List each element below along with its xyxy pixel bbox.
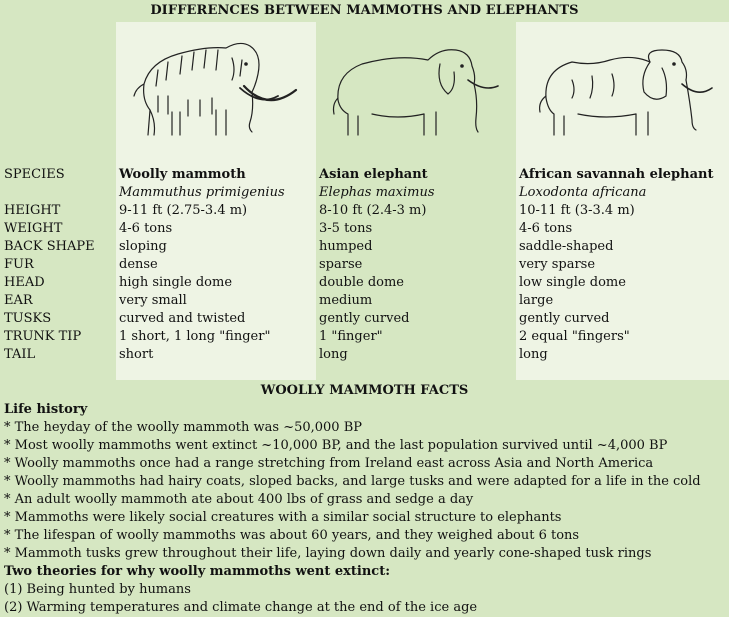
woolly-name: Woolly mammoth — [119, 167, 246, 182]
theory-item: (2) Warming temperatures and climate change at the end of the ice age — [4, 600, 478, 615]
african-value: very sparse — [519, 257, 596, 272]
table-row — [0, 238, 729, 256]
african-value: low single dome — [519, 275, 626, 290]
asian-value: 8-10 ft (2.4-3 m) — [319, 203, 427, 218]
african-name: African savannah elephant — [519, 167, 714, 182]
page-title: DIFFERENCES BETWEEN MAMMOTHS AND ELEPHANTS — [150, 3, 579, 18]
woolly-value: very small — [119, 293, 187, 308]
table-row — [0, 202, 729, 220]
asian-name: Asian elephant — [319, 167, 428, 182]
african-value: saddle-shaped — [519, 239, 614, 254]
fact-list — [4, 419, 726, 563]
species-scientific-row — [0, 184, 729, 202]
row-label: BACK SHAPE — [4, 239, 95, 254]
fact-item: * The heyday of the woolly mammoth was ~50,000 BP — [4, 420, 363, 435]
table-row — [0, 220, 729, 238]
woolly-value: 4-6 tons — [119, 221, 173, 236]
woolly-value: dense — [119, 257, 158, 272]
table-row — [0, 310, 729, 328]
asian-scientific-name: Elephas maximus — [319, 185, 435, 200]
african-value: gently curved — [519, 311, 610, 326]
woolly-value: short — [119, 347, 154, 362]
fact-item: * Woolly mammoths had hairy coats, sloped backs, and large tusks and were adapted for a life in the cold — [4, 474, 701, 489]
row-label: TUSKS — [4, 311, 52, 326]
row-label: TRUNK TIP — [4, 329, 82, 344]
facts-section — [4, 401, 726, 617]
asian-value: humped — [319, 239, 373, 254]
asian-value: long — [319, 347, 348, 362]
table-row — [0, 274, 729, 292]
asian-elephant-illustration — [328, 40, 504, 140]
asian-value: sparse — [319, 257, 363, 272]
facts-title: WOOLLY MAMMOTH FACTS — [260, 383, 469, 398]
life-history-heading: Life history — [4, 402, 88, 417]
african-scientific-name: Loxodonta africana — [519, 185, 647, 200]
asian-value: 1 "finger" — [319, 329, 383, 344]
woolly-mammoth-illustration — [128, 40, 304, 140]
african-value: 2 equal "fingers" — [519, 329, 630, 344]
row-label: HEAD — [4, 275, 45, 290]
woolly-scientific-name: Mammuthus primigenius — [119, 185, 285, 200]
row-label: TAIL — [4, 347, 36, 362]
african-elephant-illustration — [532, 40, 716, 140]
african-value: 4-6 tons — [519, 221, 573, 236]
asian-value: gently curved — [319, 311, 410, 326]
asian-value: double dome — [319, 275, 404, 290]
table-row — [0, 328, 729, 346]
woolly-value: sloping — [119, 239, 167, 254]
woolly-value: curved and twisted — [119, 311, 246, 326]
woolly-value: high single dome — [119, 275, 233, 290]
row-label: FUR — [4, 257, 34, 272]
asian-value: 3-5 tons — [319, 221, 373, 236]
fact-item: * Mammoth tusks grew throughout their life, laying down daily and yearly cone-shaped tusk rings — [4, 546, 652, 561]
african-value: 10-11 ft (3-3.4 m) — [519, 203, 635, 218]
fact-item: * The lifespan of woolly mammoths was about 60 years, and they weighed about 6 tons — [4, 528, 580, 543]
theories-heading: Two theories for why woolly mammoths went extinct: — [4, 564, 391, 579]
asian-value: medium — [319, 293, 373, 308]
table-row — [0, 256, 729, 274]
row-label: WEIGHT — [4, 221, 63, 236]
row-label: HEIGHT — [4, 203, 61, 218]
fact-item: * Most woolly mammoths went extinct ~10,000 BP, and the last population survived until ~4,000 BP — [4, 438, 668, 453]
species-name-row — [0, 166, 729, 184]
fact-item: * An adult woolly mammoth ate about 400 lbs of grass and sedge a day — [4, 492, 474, 507]
fact-item: * Mammoths were likely social creatures with a similar social structure to elephants — [4, 510, 562, 525]
row-label: EAR — [4, 293, 33, 308]
theory-list — [4, 581, 726, 617]
african-value: long — [519, 347, 548, 362]
table-row — [0, 346, 729, 364]
woolly-value: 9-11 ft (2.75-3.4 m) — [119, 203, 248, 218]
african-value: large — [519, 293, 554, 308]
fact-item: * Woolly mammoths once had a range stretching from Ireland east across Asia and North America — [4, 456, 654, 471]
species-label: SPECIES — [4, 167, 65, 182]
theory-item: (1) Being hunted by humans — [4, 582, 191, 597]
table-row — [0, 292, 729, 310]
woolly-value: 1 short, 1 long "finger" — [119, 329, 271, 344]
